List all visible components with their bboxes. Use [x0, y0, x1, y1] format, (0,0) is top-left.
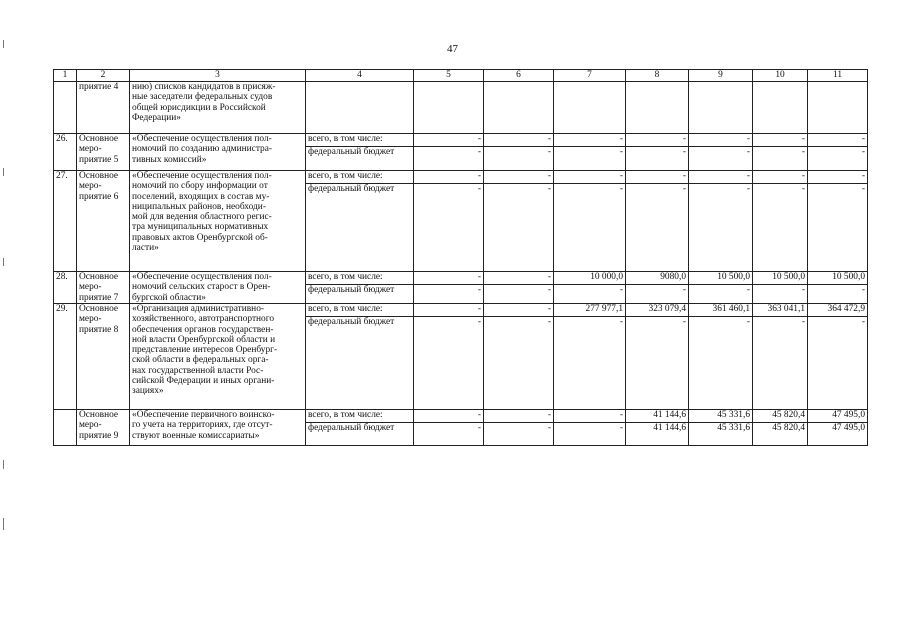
- funding-source-cell: всего, в том числе:: [306, 272, 414, 285]
- value-cell: -: [484, 171, 554, 184]
- value-cell: -: [626, 285, 689, 304]
- column-header: 9: [689, 70, 753, 82]
- value-cell: -: [808, 147, 868, 171]
- value-cell: -: [554, 423, 626, 446]
- column-header: 8: [626, 70, 689, 82]
- column-header: 1: [54, 70, 77, 82]
- value-cell: -: [753, 317, 808, 410]
- scan-margin-mark: [3, 460, 4, 469]
- value-cell: -: [689, 171, 753, 184]
- value-cell: -: [689, 285, 753, 304]
- value-cell: [808, 82, 868, 134]
- table-row: [54, 410, 868, 423]
- value-cell: -: [753, 147, 808, 171]
- value-cell: -: [753, 285, 808, 304]
- value-cell: [414, 82, 484, 134]
- row-number-cell: 26.: [54, 134, 77, 171]
- value-cell: 10 500,0: [753, 272, 808, 285]
- value-cell: -: [626, 317, 689, 410]
- scan-margin-mark: [3, 258, 4, 266]
- value-cell: -: [414, 304, 484, 317]
- value-cell: 45 331,6: [689, 410, 753, 423]
- funding-source-cell: всего, в том числе:: [306, 171, 414, 184]
- value-cell: [554, 82, 626, 134]
- value-cell: -: [626, 171, 689, 184]
- measure-cell: Основное меро- приятие 5: [77, 134, 130, 171]
- value-cell: -: [626, 184, 689, 272]
- value-cell: -: [484, 184, 554, 272]
- value-cell: 45 820,4: [753, 410, 808, 423]
- measure-name-cell: «Обеспечение осуществления пол- номочий по сбору информации от поселений, входящих в состав му- ниципальных районов, необходи- мой для ведения областного регис- тра муниципальных нормативных правовых актов Оренбургской об- ласти»: [130, 171, 306, 272]
- measure-cell: Основное меро- приятие 6: [77, 171, 130, 272]
- funding-source-cell: федеральный бюджет: [306, 184, 414, 272]
- value-cell: -: [484, 423, 554, 446]
- continuation-row: [54, 82, 868, 134]
- value-cell: 323 079,4: [626, 304, 689, 317]
- measure-name-cell: «Организация административно- хозяйственного, автотранспортного обеспечения органов государствен- ной власти Оренбургской области и представление интересов Оренбург- ской области в федеральных орга- нах государственной власти Рос- сийской Федерации и иных органи- зациях»: [130, 304, 306, 410]
- value-cell: -: [414, 171, 484, 184]
- row-number-cell: [54, 410, 77, 446]
- measure-cell: Основное меро- приятие 8: [77, 304, 130, 410]
- budget-table: [53, 69, 868, 446]
- value-cell: 9080,0: [626, 272, 689, 285]
- value-cell: -: [808, 184, 868, 272]
- column-header: 5: [414, 70, 484, 82]
- funding-source-cell: всего, в том числе:: [306, 410, 414, 423]
- column-header: 7: [554, 70, 626, 82]
- value-cell: 277 977,1: [554, 304, 626, 317]
- funding-source-cell: всего, в том числе:: [306, 304, 414, 317]
- value-cell: -: [689, 184, 753, 272]
- scan-margin-mark: [3, 40, 4, 48]
- measure-name-cell: «Обеспечение осуществления пол- номочий по созданию администра- тивных комиссий»: [130, 134, 306, 171]
- value-cell: -: [808, 285, 868, 304]
- table-row: [54, 272, 868, 285]
- value-cell: 47 495,0: [808, 423, 868, 446]
- value-cell: -: [689, 317, 753, 410]
- value-cell: -: [753, 171, 808, 184]
- value-cell: 41 144,6: [626, 423, 689, 446]
- value-cell: 45 820,4: [753, 423, 808, 446]
- page-number: 47: [447, 43, 458, 55]
- value-cell: -: [484, 272, 554, 285]
- measure-cell: Основное меро- приятие 9: [77, 410, 130, 446]
- funding-source-cell: федеральный бюджет: [306, 147, 414, 171]
- row-number-cell: [54, 82, 77, 134]
- value-cell: -: [554, 184, 626, 272]
- measure-name-cell: нию) списков кандидатов в присяж- ные заседатели федеральных судов общей юрисдикции в Российской Федерации»: [130, 82, 306, 134]
- funding-source-cell: федеральный бюджет: [306, 317, 414, 410]
- value-cell: 361 460,1: [689, 304, 753, 317]
- value-cell: -: [484, 410, 554, 423]
- value-cell: -: [554, 134, 626, 147]
- value-cell: [689, 82, 753, 134]
- table-row: [54, 134, 868, 147]
- value-cell: -: [689, 147, 753, 171]
- value-cell: -: [414, 423, 484, 446]
- value-cell: 45 331,6: [689, 423, 753, 446]
- row-number-cell: 28.: [54, 272, 77, 304]
- value-cell: [484, 82, 554, 134]
- value-cell: -: [414, 272, 484, 285]
- value-cell: [626, 82, 689, 134]
- row-number-cell: 29.: [54, 304, 77, 410]
- column-header: 4: [306, 70, 414, 82]
- row-number-cell: 27.: [54, 171, 77, 272]
- value-cell: -: [626, 134, 689, 147]
- funding-source-cell: федеральный бюджет: [306, 423, 414, 446]
- scan-margin-mark: [3, 168, 4, 176]
- value-cell: -: [808, 171, 868, 184]
- value-cell: -: [554, 147, 626, 171]
- value-cell: 10 500,0: [808, 272, 868, 285]
- value-cell: -: [484, 285, 554, 304]
- value-cell: -: [484, 304, 554, 317]
- value-cell: -: [414, 410, 484, 423]
- value-cell: -: [554, 410, 626, 423]
- measure-name-cell: «Обеспечение первичного воинско- го учета на территориях, где отсут- ствуют военные комиссариаты»: [130, 410, 306, 446]
- source-cell: [306, 82, 414, 134]
- header-row: [54, 70, 868, 82]
- value-cell: -: [414, 285, 484, 304]
- column-header: 6: [484, 70, 554, 82]
- value-cell: -: [554, 317, 626, 410]
- value-cell: 364 472,9: [808, 304, 868, 317]
- table-row: [54, 171, 868, 184]
- value-cell: -: [414, 147, 484, 171]
- measure-name-cell: «Обеспечение осуществления пол- номочий сельских старост в Орен- бургской области»: [130, 272, 306, 304]
- table-row: [54, 304, 868, 317]
- value-cell: -: [626, 147, 689, 171]
- column-header: 3: [130, 70, 306, 82]
- value-cell: 10 500,0: [689, 272, 753, 285]
- value-cell: 10 000,0: [554, 272, 626, 285]
- value-cell: 47 495,0: [808, 410, 868, 423]
- value-cell: -: [753, 134, 808, 147]
- measure-cell: приятие 4: [77, 82, 130, 134]
- scan-margin-mark: [3, 518, 4, 530]
- value-cell: -: [414, 184, 484, 272]
- value-cell: -: [753, 184, 808, 272]
- value-cell: 363 041,1: [753, 304, 808, 317]
- column-header: 11: [808, 70, 868, 82]
- column-header: 2: [77, 70, 130, 82]
- value-cell: -: [554, 285, 626, 304]
- value-cell: -: [554, 171, 626, 184]
- value-cell: -: [808, 134, 868, 147]
- value-cell: -: [484, 134, 554, 147]
- value-cell: -: [689, 134, 753, 147]
- measure-cell: Основное меро- приятие 7: [77, 272, 130, 304]
- value-cell: -: [414, 317, 484, 410]
- value-cell: -: [414, 134, 484, 147]
- value-cell: -: [808, 317, 868, 410]
- value-cell: [753, 82, 808, 134]
- value-cell: -: [484, 317, 554, 410]
- funding-source-cell: всего, в том числе:: [306, 134, 414, 147]
- value-cell: -: [484, 147, 554, 171]
- column-header: 10: [753, 70, 808, 82]
- value-cell: 41 144,6: [626, 410, 689, 423]
- funding-source-cell: федеральный бюджет: [306, 285, 414, 304]
